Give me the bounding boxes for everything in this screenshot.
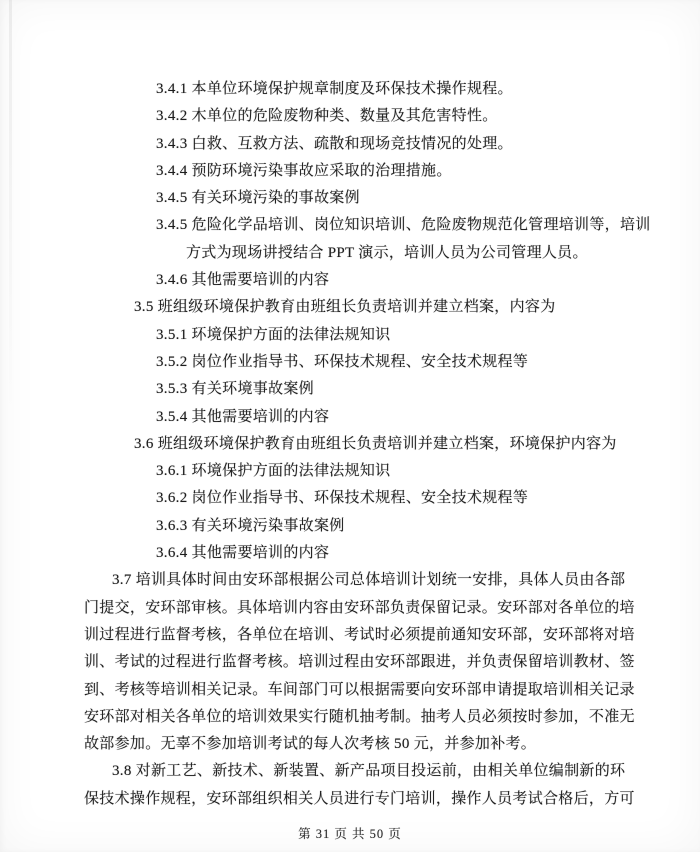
doc-line: 3.4.4 预防环境污染事故应采取的治理措施。 — [156, 162, 452, 179]
doc-line: 3.4.6 其他需要培训的内容 — [156, 272, 330, 289]
doc-line: 3.4.5 危险化学品培训、岗位知识培训、危险废物规范化管理培训等，培训 — [156, 217, 651, 234]
doc-paragraph-line: 3.7 培训具体时间由安环部根据公司总体培训计划统一安排，具体人员由各部 — [112, 572, 626, 589]
doc-paragraph-line: 故部参加。无辜不参加培训考试的每人次考核 50 元，并参加补考。 — [84, 736, 537, 753]
doc-line: 3.4.5 有关环境污染的事故案例 — [156, 190, 360, 207]
doc-line: 3.5.1 环境保护方面的法律法规知识 — [156, 326, 391, 343]
document-body — [84, 76, 651, 813]
doc-paragraph-line: 训、考试的过程进行监督考核。培训过程由安环部跟进，并负责保留培训教材、签 — [84, 654, 635, 671]
doc-line: 3.6.3 有关环境污染事故案例 — [156, 517, 345, 534]
doc-paragraph-line: 门提交，安环部审核。具体培训内容由安环部负责保留记录。安环部对各单位的培 — [84, 599, 635, 616]
doc-line: 3.6.1 环境保护方面的法律法规知识 — [156, 463, 391, 480]
doc-paragraph-line: 到、考核等培训相关记录。车间部门可以根据需要向安环部申请提取培训相关记录 — [84, 681, 635, 698]
doc-line: 3.5.3 有关环境事故案例 — [156, 381, 314, 398]
doc-paragraph-line: 安环部对相关各单位的培训效果实行随机抽考制。抽考人员必须按时参加，不准无 — [84, 708, 635, 725]
doc-line: 3.6.4 其他需要培训的内容 — [156, 545, 330, 562]
doc-paragraph-line: 3.8 对新工艺、新技术、新装置、新产品项目投运前，由相关单位编制新的环 — [112, 763, 626, 780]
doc-line: 3.4.1 本单位环境保护规章制度及环保技术操作规程。 — [156, 81, 513, 97]
doc-section-heading: 3.5 班组级环境保护教育由班组长负责培训并建立档案，内容为 — [134, 299, 556, 316]
scan-edge-artifact — [9, 0, 12, 420]
doc-paragraph-line: 训过程进行监督考核，各单位在培训、考试时必须提前通知安环部，安环部将对培 — [84, 626, 635, 643]
doc-line: 3.6.2 岗位作业指导书、环保技术规程、安全技术规程等 — [156, 490, 529, 507]
doc-section-heading: 3.6 班组级环境保护教育由班组长负责培训并建立档案，环境保护内容为 — [134, 435, 617, 452]
doc-line: 3.5.4 其他需要培训的内容 — [156, 408, 330, 425]
doc-line: 3.4.3 白救、互救方法、疏散和现场竞技情况的处理。 — [156, 135, 513, 152]
doc-line: 方式为现场讲授结合 PPT 演示，培训人员为公司管理人员。 — [186, 244, 588, 261]
doc-line: 3.5.2 岗位作业指导书、环保技术规程、安全技术规程等 — [156, 353, 529, 370]
doc-paragraph-line: 保技术操作规程，安环部组织相关人员进行专门培训，操作人员考试合格后，方可 — [84, 790, 635, 807]
doc-line: 3.4.2 木单位的危险废物种类、数量及其危害特性。 — [156, 108, 498, 125]
page-number-footer: 第 31 页 共 50 页 — [298, 827, 402, 841]
